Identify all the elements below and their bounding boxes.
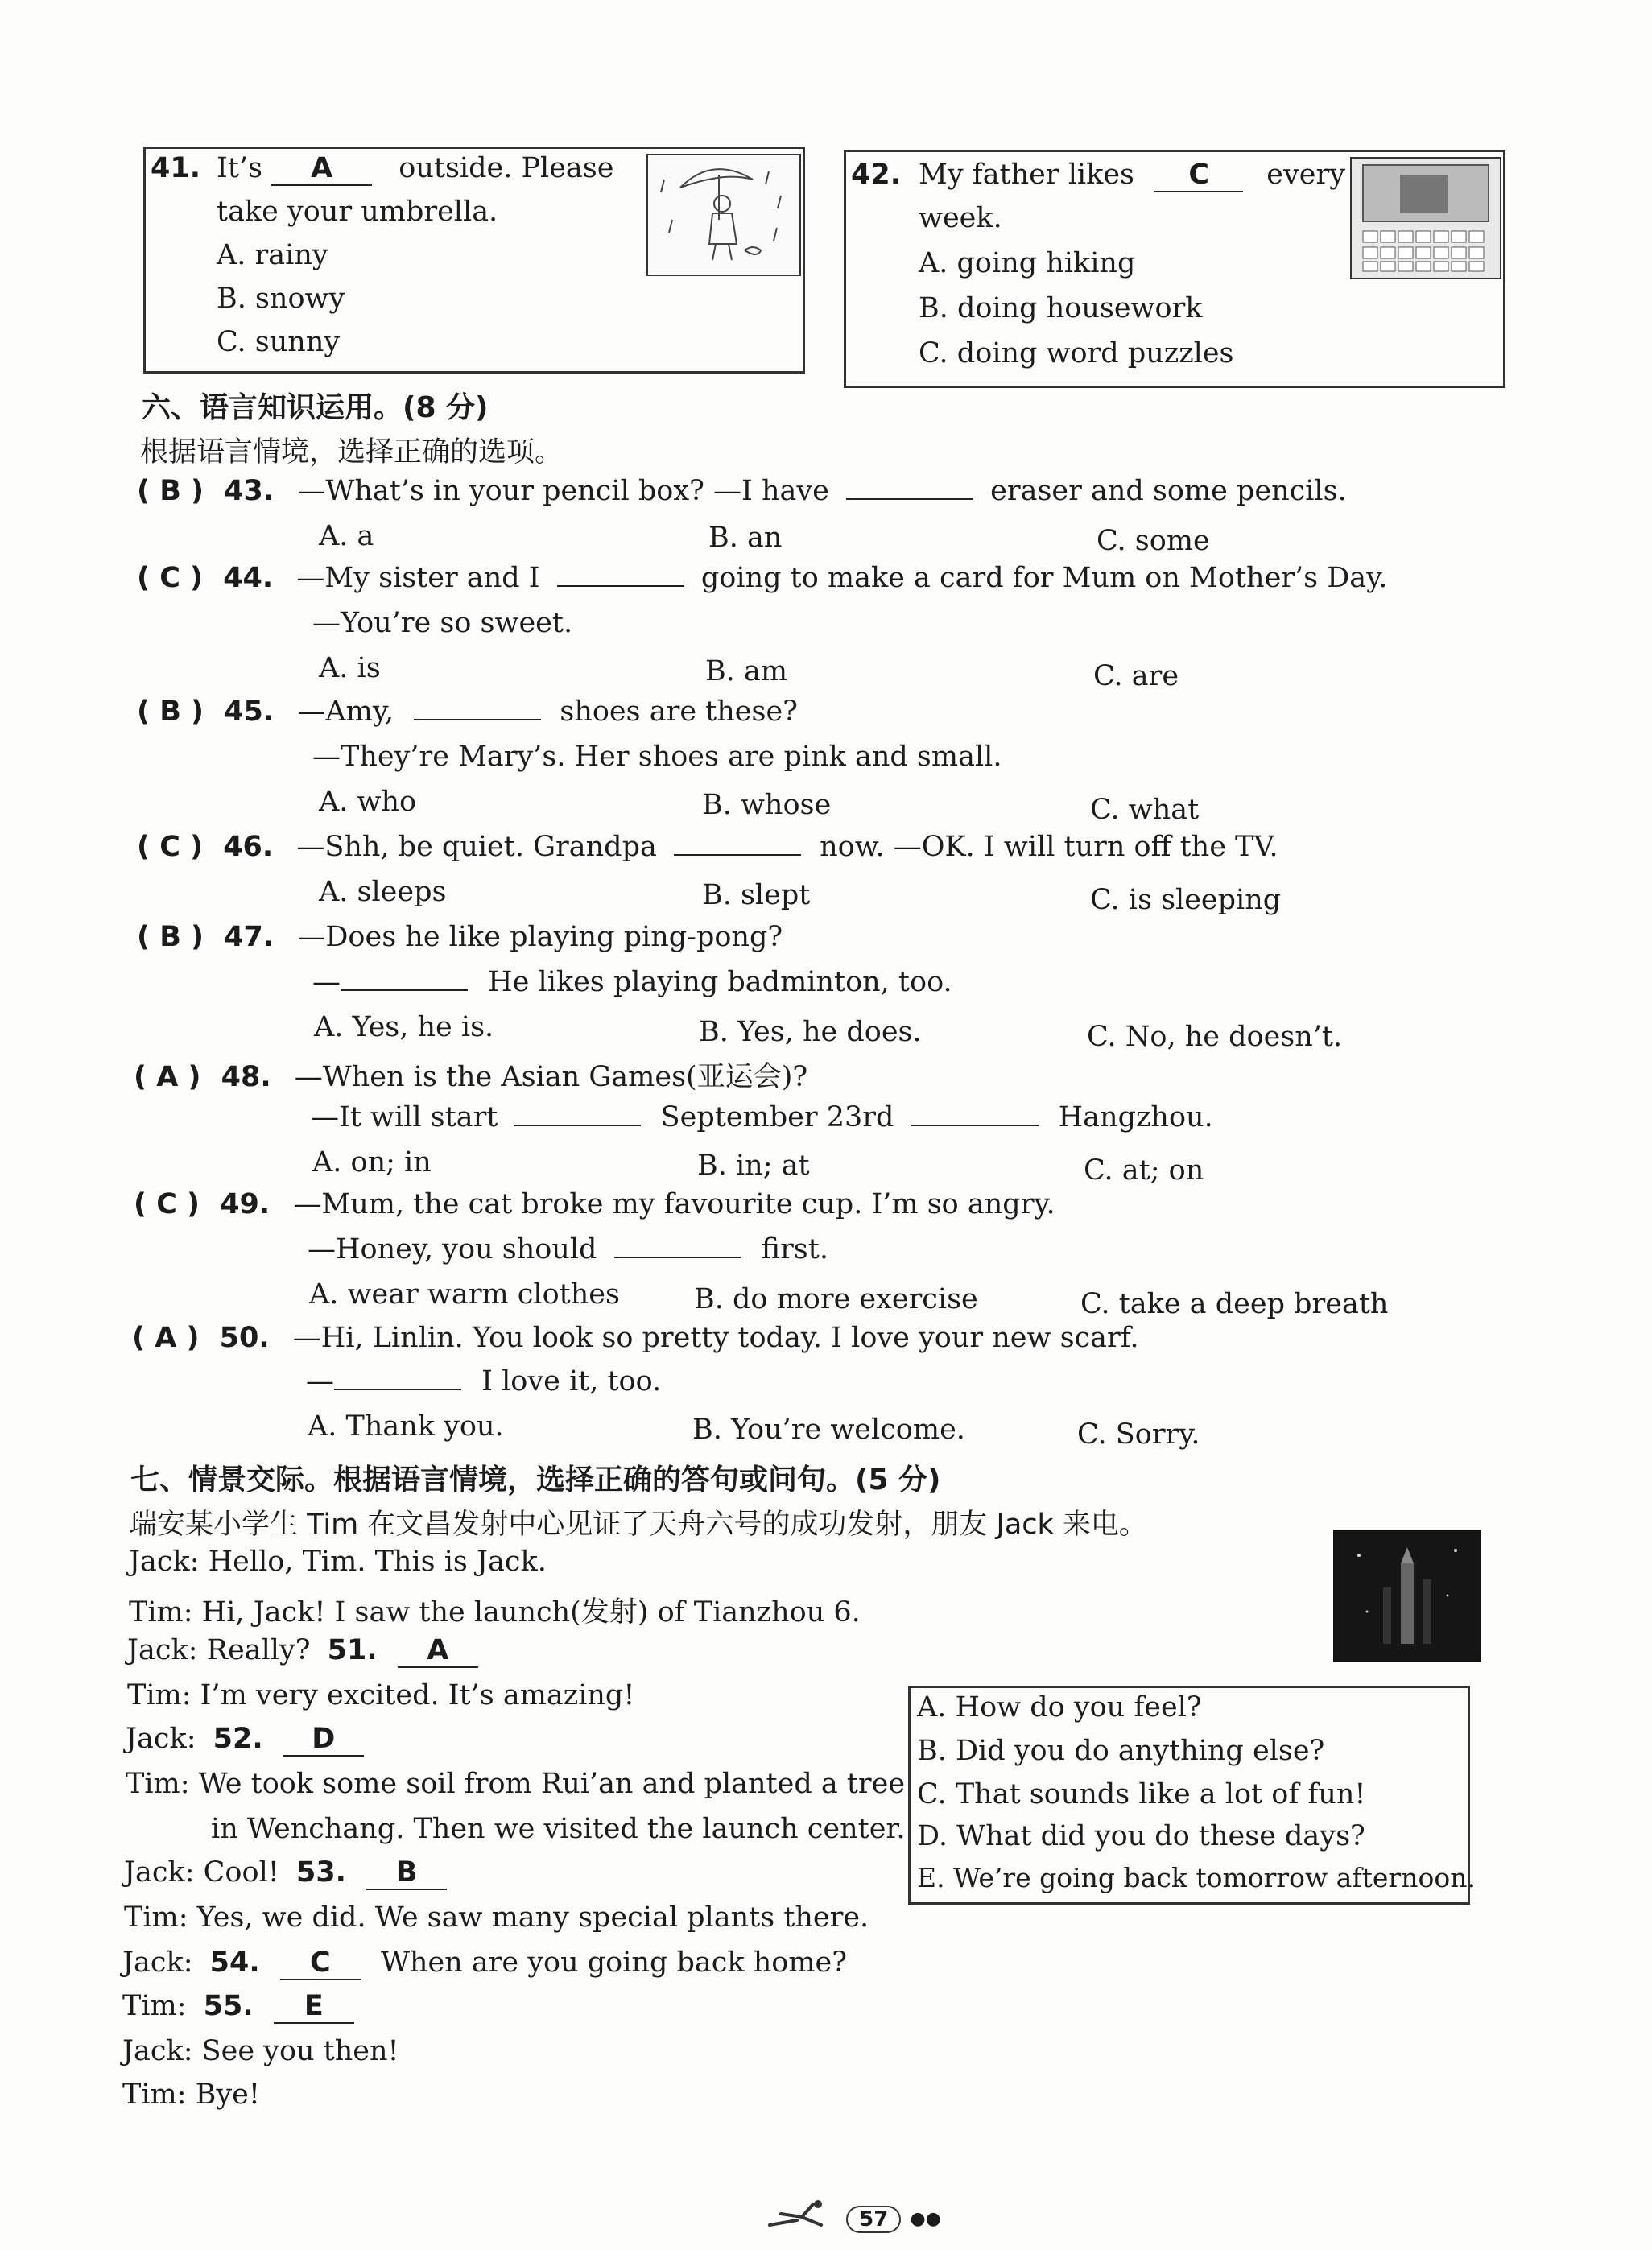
question-48-option-a: A. on; in	[312, 1146, 432, 1179]
page-footer: 57 ●●	[765, 2198, 941, 2240]
question-41-stem: It’s A outside. Please	[217, 152, 614, 184]
dialog-line-11: Tim: 55. E	[122, 1990, 354, 2024]
question-53-answer: B	[366, 1856, 447, 1890]
dialog-line-4: Tim: I’m very excited. It’s amazing!	[127, 1679, 635, 1711]
question-50: ( A ) 50. —Hi, Linlin. You look so pretty today. I love your new scarf.	[132, 1322, 1139, 1354]
question-50-option-c: C. Sorry.	[1077, 1418, 1200, 1451]
choice-a: A. How do you feel?	[917, 1691, 1202, 1724]
question-48: ( A ) 48. —When is the Asian Games(亚运会)?	[134, 1061, 808, 1093]
question-41-option-b: B. snowy	[217, 283, 345, 315]
runner-icon	[765, 2198, 837, 2240]
question-44-option-b: B. am	[705, 655, 788, 687]
question-50-answer: A	[155, 1322, 177, 1354]
question-47: ( B ) 47. —Does he like playing ping-pong?	[137, 921, 783, 953]
question-43: ( B ) 43. —What’s in your pencil box? —I have eraser and some pencils.	[137, 475, 1347, 507]
question-50-option-a: A. Thank you.	[308, 1410, 504, 1443]
question-47-reply: — He likes playing badminton, too.	[312, 966, 952, 998]
dialog-line-2: Tim: Hi, Jack! I saw the launch(发射) of Tianzhou 6.	[129, 1596, 861, 1629]
question-41-answer: A	[271, 152, 372, 186]
question-43-answer: B	[159, 475, 181, 507]
question-47-option-b: B. Yes, he does.	[699, 1016, 922, 1048]
rocket-launch-photo-icon	[1333, 1530, 1481, 1662]
question-45: ( B ) 45. —Amy, shoes are these?	[137, 696, 798, 728]
dialog-line-5: Jack: 52. D	[126, 1723, 364, 1757]
question-45-answer: B	[159, 696, 181, 728]
question-42-option-c: C. doing word puzzles	[919, 337, 1234, 369]
section-7-title: 七、情景交际。根据语言情境，选择正确的答句或问句。(5 分)	[130, 1464, 941, 1497]
page-number: 57	[846, 2206, 901, 2233]
question-44: ( C ) 44. —My sister and I going to make a card for Mum on Mother’s Day.	[137, 562, 1388, 594]
question-49: ( C ) 49. —Mum, the cat broke my favourite cup. I’m so angry.	[134, 1188, 1055, 1220]
question-49-answer: C	[156, 1188, 177, 1220]
question-41-box	[143, 147, 805, 374]
question-55-answer: E	[274, 1990, 354, 2024]
question-41-option-c: C. sunny	[217, 326, 341, 358]
question-42-answer: C	[1154, 159, 1243, 192]
choice-c: C. That sounds like a lot of fun!	[917, 1778, 1366, 1810]
question-46-option-b: B. slept	[702, 879, 811, 911]
question-50-reply: — I love it, too.	[306, 1365, 662, 1397]
question-44-answer: C	[159, 562, 180, 594]
question-42-option-a: A. going hiking	[919, 247, 1136, 279]
question-47-option-a: A. Yes, he is.	[314, 1011, 494, 1043]
question-46-option-c: C. is sleeping	[1090, 884, 1282, 916]
word-puzzle-icon	[1350, 157, 1501, 279]
question-44-option-a: A. is	[319, 652, 381, 684]
question-54-answer: C	[280, 1947, 361, 1980]
question-49-reply: —Honey, you should first.	[308, 1233, 828, 1265]
question-41-stem-cont: take your umbrella.	[217, 196, 498, 228]
dialog-line-13: Tim: Bye!	[122, 2079, 260, 2111]
question-49-option-a: A. wear warm clothes	[309, 1278, 620, 1311]
section-6-instruction: 根据语言情境，选择正确的选项。	[140, 436, 564, 469]
question-42-stem: My father likes C every	[919, 159, 1345, 191]
question-43-option-c: C. some	[1097, 525, 1210, 557]
question-43-option-a: A. a	[319, 520, 374, 552]
dialog-choices-box	[908, 1686, 1476, 1905]
question-48-option-c: C. at; on	[1084, 1154, 1204, 1187]
question-42-number: 42.	[851, 159, 902, 191]
question-44-reply: —You’re so sweet.	[312, 607, 573, 639]
question-48-reply: —It will start September 23rd Hangzhou.	[311, 1101, 1213, 1133]
choice-e: E. We’re going back tomorrow afternoon.	[917, 1862, 1476, 1893]
question-41-number: 41.	[151, 152, 201, 184]
question-45-option-b: B. whose	[702, 789, 832, 821]
question-42-box	[844, 150, 1505, 388]
dialog-line-9: Tim: Yes, we did. We saw many special plants there.	[124, 1901, 869, 1934]
question-44-option-c: C. are	[1093, 660, 1179, 692]
dialog-line-10: Jack: 54. C When are you going back home?	[122, 1947, 848, 1979]
question-45-option-c: C. what	[1090, 794, 1200, 826]
question-48-option-b: B. in; at	[697, 1150, 810, 1182]
section-7-intro: 瑞安某小学生 Tim 在文昌发射中心见证了天舟六号的成功发射，朋友 Jack 来电。	[129, 1509, 1147, 1541]
question-41-option-a: A. rainy	[217, 239, 328, 271]
question-47-option-c: C. No, he doesn’t.	[1087, 1021, 1343, 1053]
girl-umbrella-icon	[646, 154, 801, 276]
dialog-line-7: in Wenchang. Then we visited the launch center.	[211, 1813, 906, 1845]
question-48-answer: A	[156, 1061, 179, 1093]
dialog-line-3: Jack: Really? 51. A	[127, 1634, 478, 1668]
question-52-answer: D	[283, 1723, 364, 1757]
question-42-option-b: B. doing housework	[919, 292, 1203, 324]
choice-b: B. Did you do anything else?	[917, 1735, 1325, 1767]
dialog-line-1: Jack: Hello, Tim. This is Jack.	[129, 1546, 547, 1578]
question-46-answer: C	[159, 831, 180, 863]
question-43-option-b: B. an	[708, 522, 783, 554]
dialog-line-8: Jack: Cool! 53. B	[124, 1856, 447, 1890]
question-45-reply: —They’re Mary’s. Her shoes are pink and small.	[312, 741, 1002, 773]
question-49-option-b: B. do more exercise	[694, 1283, 978, 1315]
dialog-line-12: Jack: See you then!	[122, 2035, 399, 2067]
question-45-option-a: A. who	[319, 786, 417, 818]
question-46: ( C ) 46. —Shh, be quiet. Grandpa now. —OK. I will turn off the TV.	[137, 831, 1278, 863]
question-50-option-b: B. You’re welcome.	[692, 1414, 965, 1446]
question-42-stem-cont: week.	[919, 202, 1002, 234]
question-46-option-a: A. sleeps	[319, 876, 447, 908]
dialog-line-6: Tim: We took some soil from Rui’an and planted a tree	[126, 1768, 906, 1800]
section-6-title: 六、语言知识运用。(8 分)	[142, 391, 489, 424]
choice-d: D. What did you do these days?	[917, 1820, 1365, 1852]
question-49-option-c: C. take a deep breath	[1080, 1288, 1389, 1320]
question-51-answer: A	[398, 1634, 478, 1668]
question-47-answer: B	[159, 921, 181, 953]
